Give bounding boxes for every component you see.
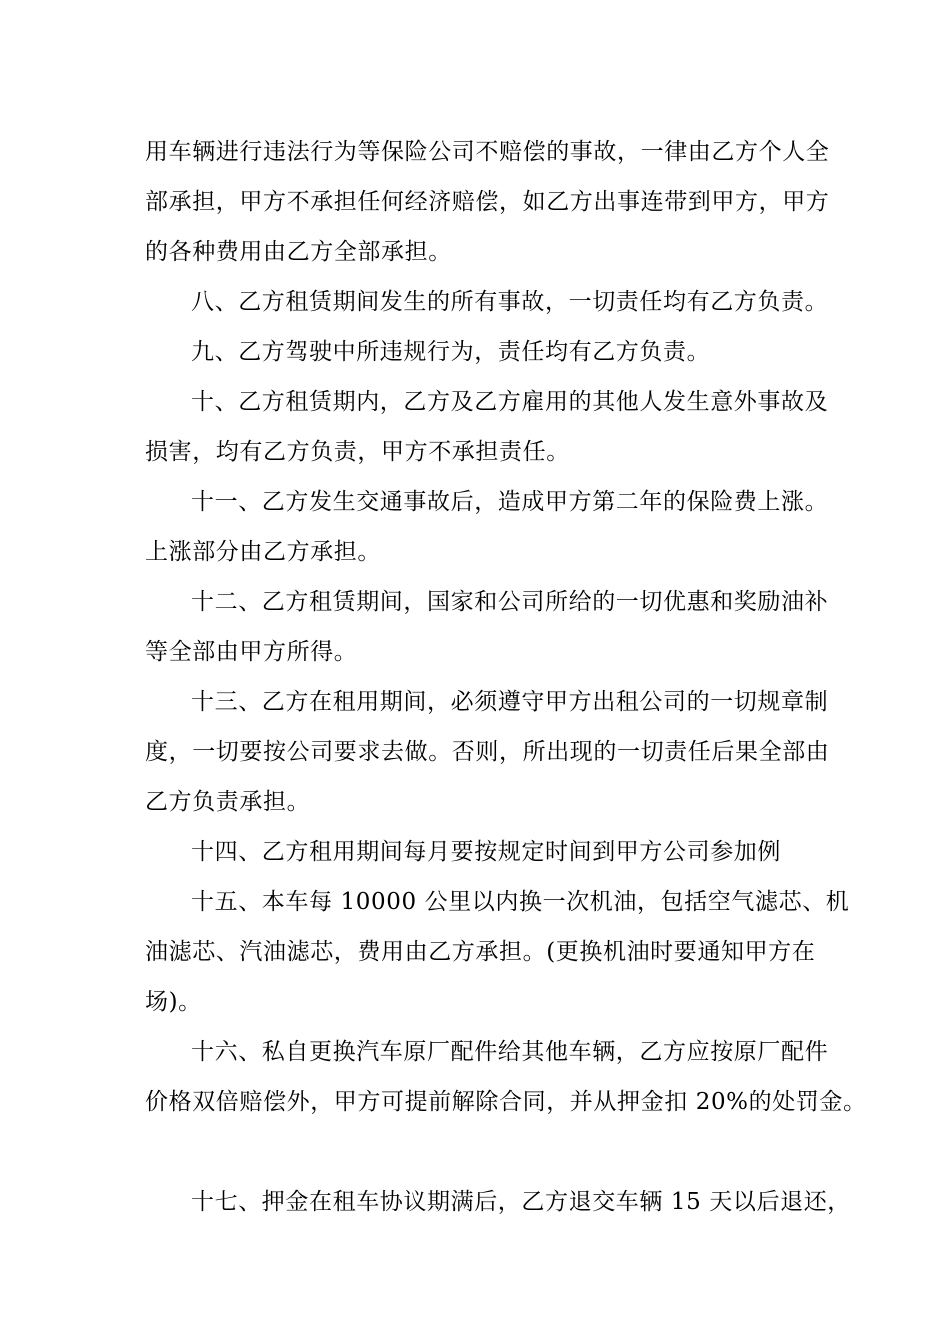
clause-12: 十二、乙方租赁期间，国家和公司所给的一切优惠和奖励油补 [191, 589, 829, 615]
clause-10-cont: 损害，均有乙方负责，甲方不承担责任。 [145, 439, 570, 465]
clause-13: 十三、乙方在租用期间，必须遵守甲方出租公司的一切规章制 [191, 689, 829, 715]
text-line-3: 的各种费用由乙方全部承担。 [145, 239, 452, 265]
text-line-1: 用车辆进行违法行为等保险公司不赔偿的事故，一律由乙方个人全 [145, 139, 830, 165]
clause-15-cont-2: 场)。 [145, 989, 202, 1015]
clause-11: 十一、乙方发生交通事故后，造成甲方第二年的保险费上涨。 [191, 489, 829, 515]
clause-11-cont: 上涨部分由乙方承担。 [145, 539, 381, 565]
text-line-2: 部承担，甲方不承担任何经济赔偿，如乙方出事连带到甲方，甲方 [145, 189, 830, 215]
clause-17: 十七、押金在租车协议期满后，乙方退交车辆 15 天以后退还， [191, 1189, 851, 1215]
clause-16-cont: 价格双倍赔偿外，甲方可提前解除合同，并从押金扣 20%的处罚金。 [145, 1089, 867, 1115]
clause-13-cont-2: 乙方负责承担。 [145, 789, 311, 815]
clause-16: 十六、私自更换汽车原厂配件给其他车辆，乙方应按原厂配件 [191, 1039, 829, 1065]
clause-8: 八、乙方租赁期间发生的所有事故，一切责任均有乙方负责。 [191, 289, 829, 315]
clause-15-cont-1: 油滤芯、汽油滤芯，费用由乙方承担。(更换机油时要通知甲方在 [145, 939, 816, 965]
clause-15: 十五、本车每 10000 公里以内换一次机油，包括空气滤芯、机 [191, 889, 850, 915]
clause-13-cont-1: 度，一切要按公司要求去做。否则，所出现的一切责任后果全部由 [145, 739, 830, 765]
clause-12-cont: 等全部由甲方所得。 [145, 639, 358, 665]
clause-10: 十、乙方租赁期内，乙方及乙方雇用的其他人发生意外事故及 [191, 389, 829, 415]
clause-14: 十四、乙方租用期间每月要按规定时间到甲方公司参加例 [191, 839, 781, 865]
clause-9: 九、乙方驾驶中所违规行为，责任均有乙方负责。 [191, 339, 711, 365]
